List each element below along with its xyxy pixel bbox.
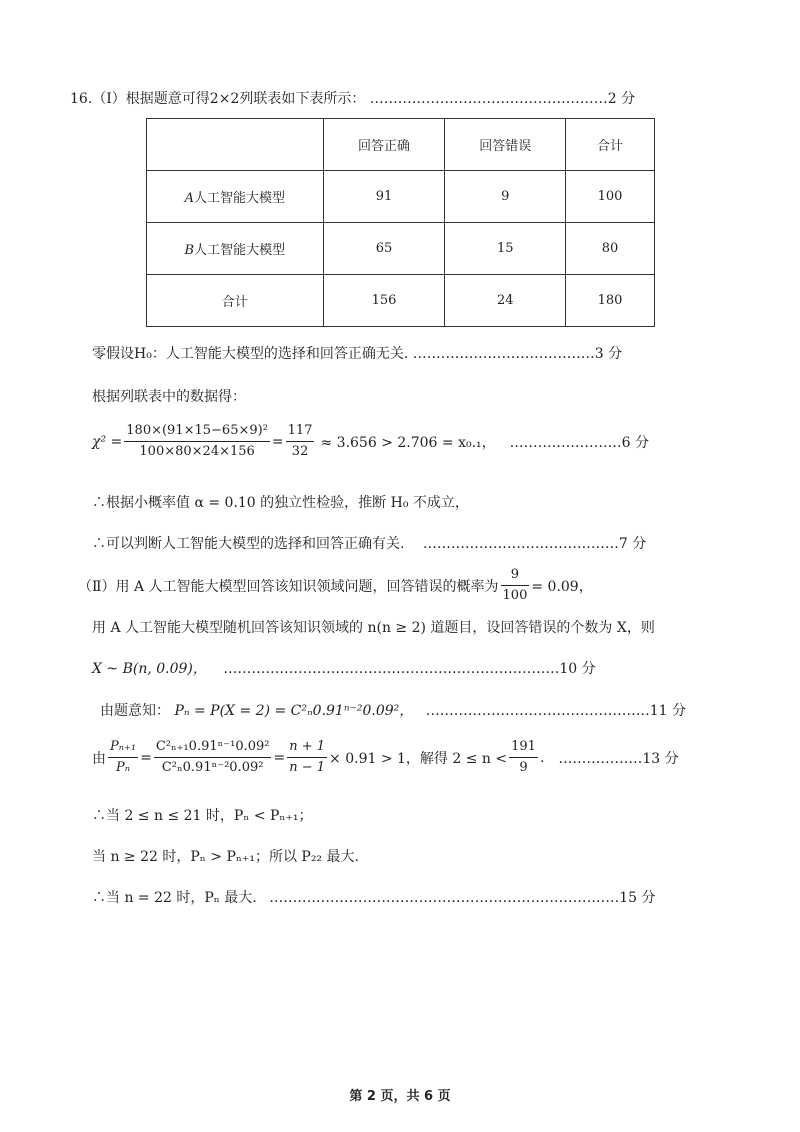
chi-numerator: 180×(91×15−65×9)² xyxy=(124,422,270,442)
table-row-label xyxy=(147,171,324,223)
ratio-rest: × 0.91 > 1，解得 2 ≤ n < xyxy=(329,750,508,767)
when-line-2: 当 n ≥ 22 时，Pₙ > Pₙ₊₁；所以 P₂₂ 最大. xyxy=(92,849,359,865)
table-cell: 100 xyxy=(566,171,655,223)
chi-score: ……………………6 分 xyxy=(509,434,650,451)
part2-line4-math: Pₙ = P(X = 2) = C²ₙ0.91ⁿ⁻²0.09²， xyxy=(174,703,414,719)
ratio-bound-num: 191 xyxy=(509,738,538,758)
conclusion-2: ∴可以判断人工智能大模型的选择和回答正确有关. xyxy=(92,536,405,552)
part2-line1-pre: （Ⅱ）用 A 人工智能大模型回答该知识领域问题，回答错误的概率为 xyxy=(78,578,499,595)
chi-denominator-2: 32 xyxy=(291,444,309,459)
part2-line4-score: …………………………………………11 分 xyxy=(425,703,687,719)
ratio-mid-num: C²ₙ₊₁0.91ⁿ⁻¹0.09² xyxy=(154,738,272,758)
ratio-left-den: Pₙ xyxy=(116,760,131,775)
chi-denominator: 100×80×24×156 xyxy=(139,444,255,459)
table-row xyxy=(147,223,655,275)
q16-intro-line xyxy=(70,88,635,108)
part2-line1-post: = 0.09， xyxy=(531,578,593,595)
chi-rest: ≈ 3.656 > 2.706 = x₀.₁， xyxy=(320,434,496,451)
conclusion-2-line xyxy=(92,533,646,553)
ratio-bound-fraction xyxy=(509,738,538,777)
table-header-cell: 回答错误 xyxy=(445,119,566,171)
chi-fraction xyxy=(124,422,270,461)
table-row xyxy=(147,275,655,327)
row-label-var: B xyxy=(184,243,195,258)
ratio-right-num: n + 1 xyxy=(287,738,327,758)
part2-frac-num: 9 xyxy=(501,566,530,586)
row-label-text: 合计 xyxy=(221,295,248,310)
table-row xyxy=(147,171,655,223)
conclusion-2-score: ……………………………………7 分 xyxy=(422,536,647,552)
part2-line3-score: ………………………………………………………………10 分 xyxy=(223,661,596,677)
table-cell: 65 xyxy=(323,223,445,275)
chi-square-formula xyxy=(92,422,649,461)
h0-text: 零假设H₀：人工智能大模型的选择和回答正确无关. xyxy=(92,346,409,362)
table-cell: 24 xyxy=(445,275,566,327)
part2-line2: 用 A 人工智能大模型随机回答该知识领域的 n(n ≥ 2) 道题目，设回答错误的个数为 X，则 xyxy=(92,620,655,636)
contingency-table xyxy=(146,118,655,327)
table-header-cell: 回答正确 xyxy=(323,119,445,171)
table-cell: 9 xyxy=(445,171,566,223)
ratio-mid-fraction xyxy=(154,738,272,777)
part2-probability-fraction xyxy=(501,566,530,605)
ratio-pre: 由 xyxy=(92,750,106,767)
table-cell: 180 xyxy=(566,275,655,327)
part2-line3 xyxy=(92,658,596,678)
table-header-cell: 合计 xyxy=(566,119,655,171)
ratio-mid-den: C²ₙ0.91ⁿ⁻²0.09² xyxy=(161,760,264,775)
ratio-score: ………………13 分 xyxy=(558,750,679,767)
chi-lhs: χ² = xyxy=(92,433,123,450)
row-label-text: 人工智能大模型 xyxy=(193,191,285,206)
part2-line1 xyxy=(78,566,593,605)
ratio-eq1: = xyxy=(140,749,152,766)
data-line: 根据列联表中的数据得： xyxy=(92,389,246,405)
part2-line3-text: X ~ B(n, 0.09)， xyxy=(92,661,207,677)
row-label-text: 人工智能大模型 xyxy=(194,243,286,258)
table-header-cell xyxy=(147,119,324,171)
ratio-left-num: Pₙ₊₁ xyxy=(108,738,138,758)
h0-score: …………………………………3 分 xyxy=(412,346,623,362)
ratio-eq2: = xyxy=(273,749,286,766)
ratio-right-den: n − 1 xyxy=(289,760,326,775)
row-label-var: A xyxy=(184,191,194,206)
final-score: …………………………………………………………………15 分 xyxy=(269,890,656,906)
chi-numerator-2: 117 xyxy=(286,422,315,442)
h0-line xyxy=(92,343,622,363)
when-line-1: ∴当 2 ≤ n ≤ 21 时，Pₙ < Pₙ₊₁； xyxy=(92,808,313,824)
ratio-end: . xyxy=(539,749,545,766)
part2-frac-den: 100 xyxy=(502,588,528,603)
part2-line4-pre: 由题意知： xyxy=(100,703,170,719)
ratio-left-fraction xyxy=(108,738,138,777)
chi-eq: = xyxy=(271,433,284,450)
page-footer: 第 2 页，共 6 页 xyxy=(349,1089,451,1104)
chi-fraction-2 xyxy=(286,422,315,461)
ratio-right-fraction xyxy=(287,738,327,777)
table-cell: 91 xyxy=(323,171,445,223)
part2-line4 xyxy=(100,700,686,720)
final-text: ∴当 n = 22 时，Pₙ 最大. xyxy=(92,890,257,906)
ratio-bound-den: 9 xyxy=(519,760,528,775)
final-line xyxy=(92,887,655,907)
table-row-label xyxy=(147,275,324,327)
conclusion-1: ∴根据小概率值 α = 0.10 的独立性检验，推断 H₀ 不成立， xyxy=(92,495,469,511)
table-cell: 15 xyxy=(445,223,566,275)
table-cell: 80 xyxy=(566,223,655,275)
ratio-formula xyxy=(92,738,679,777)
table-header-row xyxy=(147,119,655,171)
table-row-label xyxy=(147,223,324,275)
table-cell: 156 xyxy=(323,275,445,327)
q16-intro-score: ……………………………………………2 分 xyxy=(369,91,636,107)
q16-intro-text: 16.（Ⅰ）根据题意可得2×2列联表如下表所示： xyxy=(70,91,366,107)
